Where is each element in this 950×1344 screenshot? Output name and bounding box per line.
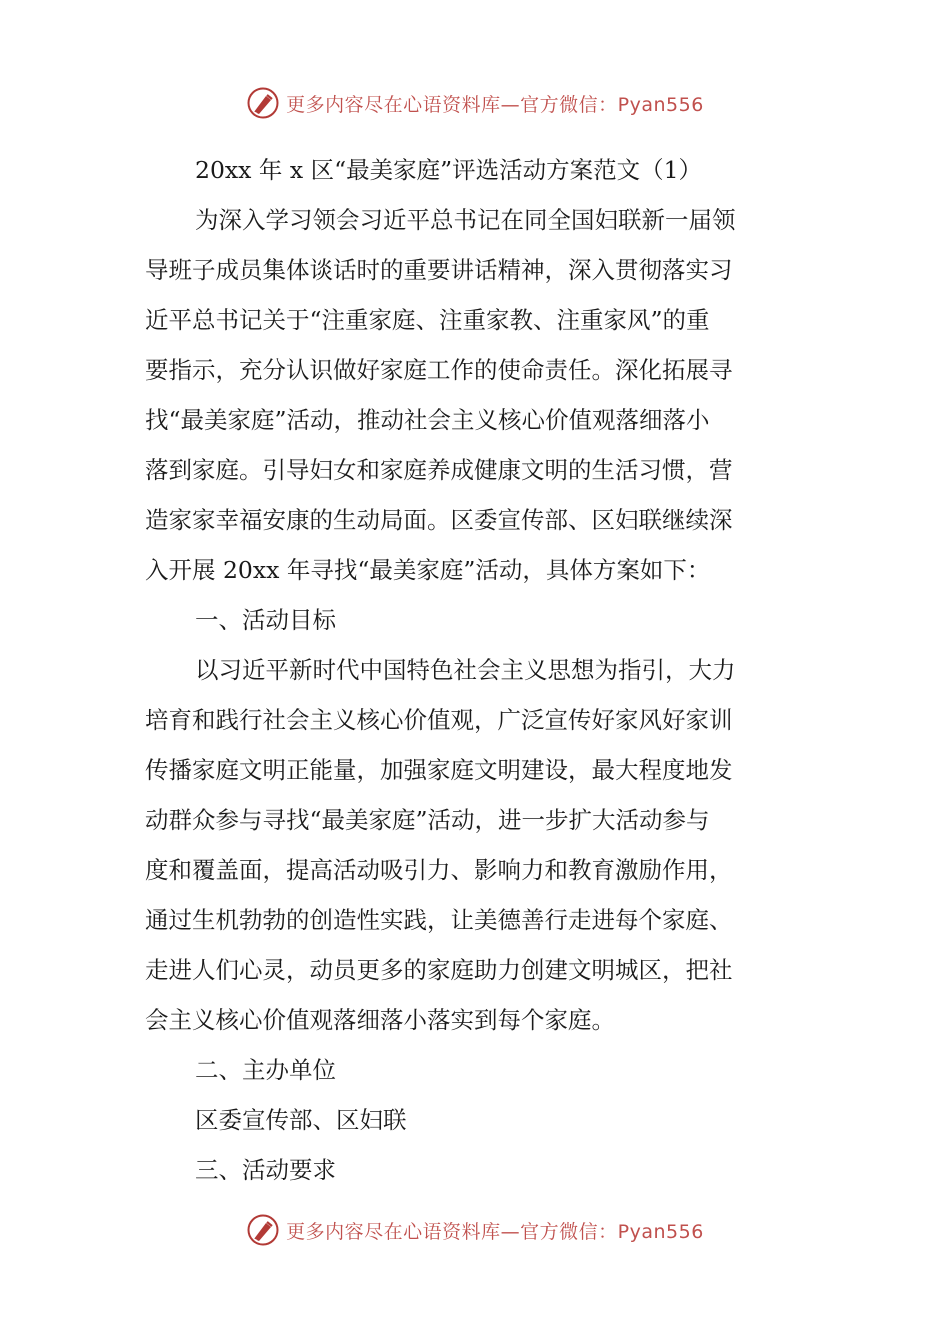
section-heading: 二、主办单位 <box>195 1056 336 1084</box>
paragraph-line: 落到家庭。引导妇女和家庭养成健康文明的生活习惯，营 <box>145 456 733 484</box>
document-body <box>145 145 810 1195</box>
paragraph-line: 动群众参与寻找“最美家庭”活动，进一步扩大活动参与 <box>145 806 710 834</box>
paragraph-line: 区委宣传部、区妇联 <box>195 1106 407 1134</box>
footer-banner <box>0 1210 950 1250</box>
paragraph-line: 入开展 20xx 年寻找“最美家庭”活动，具体方案如下： <box>145 556 711 584</box>
paragraph-line: 近平总书记关于“注重家庭、注重家教、注重家风”的重 <box>145 306 710 334</box>
paragraph-line: 走进人们心灵，动员更多的家庭助力创建文明城区，把社 <box>145 956 733 984</box>
pen-logo-icon <box>246 86 280 120</box>
paragraph-line: 导班子成员集体谈话时的重要讲话精神，深入贯彻落实习 <box>145 256 733 284</box>
paragraph-line: 度和覆盖面，提高活动吸引力、影响力和教育激励作用， <box>145 856 733 884</box>
section-heading: 一、活动目标 <box>195 606 336 634</box>
paragraph-line: 为深入学习领会习近平总书记在同全国妇联新一届领 <box>195 206 736 234</box>
paragraph-line: 培育和践行社会主义核心价值观，广泛宣传好家风好家训 <box>145 706 733 734</box>
paragraph-line: 造家家幸福安康的生动局面。区委宣传部、区妇联继续深 <box>145 506 733 534</box>
header-banner-text: 更多内容尽在心语资料库—官方微信：Pyan556 <box>286 93 704 116</box>
header-banner <box>0 83 950 123</box>
document-title: 20xx 年 x 区“最美家庭”评选活动方案范文（1） <box>195 156 703 184</box>
paragraph-line: 传播家庭文明正能量，加强家庭文明建设，最大程度地发 <box>145 756 733 784</box>
section-heading: 三、活动要求 <box>195 1156 336 1184</box>
pen-logo-icon <box>246 1213 280 1247</box>
paragraph-line: 会主义核心价值观落细落小落实到每个家庭。 <box>145 1006 615 1034</box>
footer-banner-text: 更多内容尽在心语资料库—官方微信：Pyan556 <box>286 1220 704 1243</box>
paragraph-line: 找“最美家庭”活动，推动社会主义核心价值观落细落小 <box>145 406 710 434</box>
paragraph-line: 要指示，充分认识做好家庭工作的使命责任。深化拓展寻 <box>145 356 733 384</box>
paragraph-line: 以习近平新时代中国特色社会主义思想为指引，大力 <box>195 656 736 684</box>
paragraph-line: 通过生机勃勃的创造性实践，让美德善行走进每个家庭、 <box>145 906 733 934</box>
